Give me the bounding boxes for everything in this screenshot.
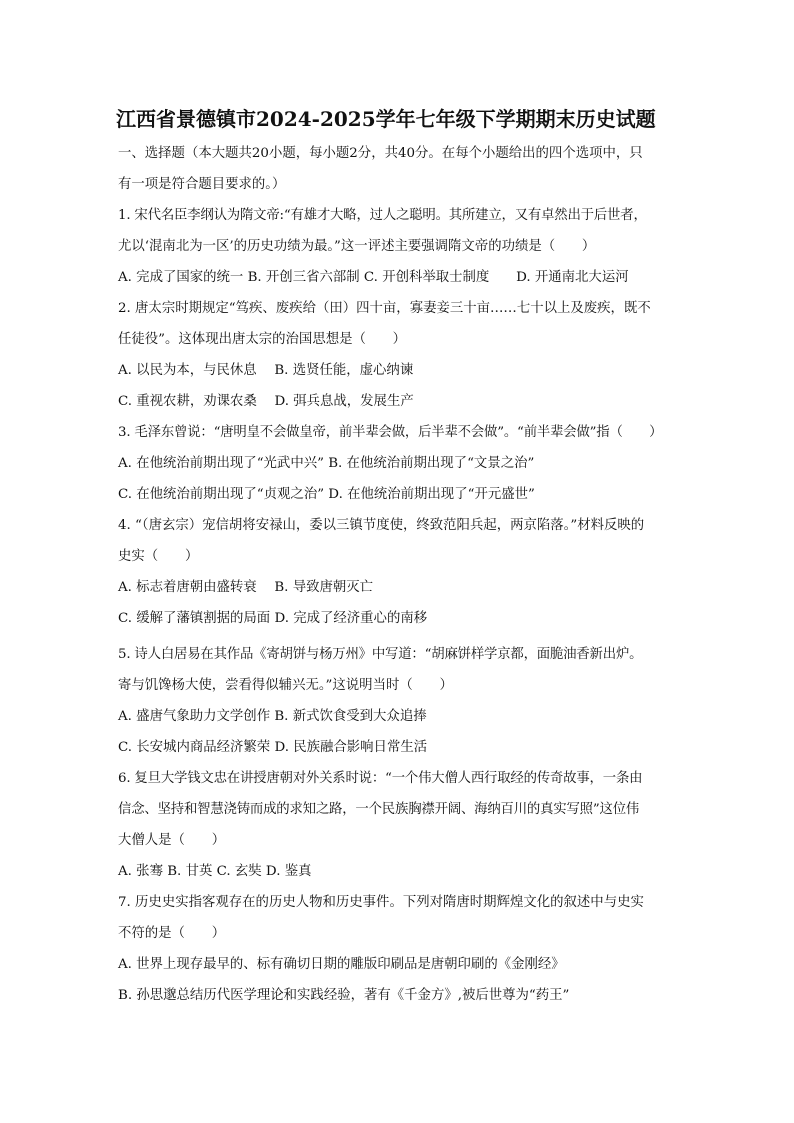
question-4-options-line-1: A. 标志着唐朝由盛转衰 B. 导致唐朝灭亡: [118, 580, 374, 595]
question-4-stem-line-1: 4. “（唐玄宗）宠信胡将安禄山，委以三镇节度使，终致范阳兵起，两京陷落。”材料反映的: [118, 518, 645, 533]
question-7-options-line-2: B. 孙思邈总结历代医学理论和实践经验，著有《千金方》,被后世尊为“药王”: [118, 988, 570, 1003]
question-5-stem-line-1: 5. 诗人白居易在其作品《寄胡饼与杨万州》中写道：“胡麻饼样学京都，面脆油香新出炉。: [118, 647, 643, 662]
question-7-options-line-1: A. 世界上现存最早的、标有确切日期的雕版印刷品是唐朝印刷的《金刚经》: [118, 957, 565, 972]
question-2-stem-line-2: 任徒役”。这体现出唐太宗的治国思想是（ ）: [118, 332, 407, 347]
question-4-stem-line-2: 史实（ ）: [118, 549, 199, 564]
question-5-options-line-1: A. 盛唐气象助力文学创作 B. 新式饮食受到大众追捧: [118, 709, 427, 724]
section-intro-line-1: 一、选择题（本大题共20小题，每小题2分，共40分。在每个小题给出的四个选项中，只: [118, 146, 643, 161]
question-3-options-line-2: C. 在他统治前期出现了“贞观之治” D. 在他统治前期出现了“开元盛世”: [118, 487, 535, 502]
question-1-options: A. 完成了国家的统一 B. 开创三省六部制 C. 开创科举取士制度 D. 开通南北大运河: [118, 270, 629, 285]
question-4-options-line-2: C. 缓解了藩镇割据的局面 D. 完成了经济重心的南移: [118, 611, 428, 626]
question-2-options-line-2: C. 重视农耕，劝课农桑 D. 弭兵息战，发展生产: [118, 394, 414, 409]
question-2-stem-line-1: 2. 唐太宗时期规定“笃疾、废疾给（田）四十亩，寡妻妾三十亩……七十以上及废疾，既不: [118, 301, 651, 316]
question-1-stem-line-2: 尤以‘混南北为一区’的历史功绩为最。”这一评述主要强调隋文帝的功绩是（ ）: [118, 239, 596, 254]
question-3-stem-line-1: 3. 毛泽东曾说：“唐明皇不会做皇帝，前半辈会做，后半辈不会做”。“前半辈会做”指（ ）: [118, 425, 663, 440]
question-6-stem-line-2: 信念、坚持和智慧浇铸而成的求知之路，一个民族胸襟开阔、海纳百川的真实写照”这位伟: [118, 802, 640, 817]
section-intro-line-2: 有一项是符合题目要求的。）: [118, 177, 286, 192]
question-6-stem-line-1: 6. 复旦大学钱文忠在讲授唐朝对外关系时说：“一个伟大僧人西行取经的传奇故事，一条由: [118, 771, 643, 786]
question-2-options-line-1: A. 以民为本，与民休息 B. 选贤任能，虚心纳谏: [118, 363, 414, 378]
question-6-options: A. 张骞 B. 甘英 C. 玄奘 D. 鉴真: [118, 864, 312, 879]
question-6-stem-line-3: 大僧人是（ ）: [118, 833, 226, 848]
question-5-stem-line-2: 寄与饥馋杨大使，尝看得似辅兴无。”这说明当时（ ）: [118, 678, 453, 693]
question-1-stem-line-1: 1. 宋代名臣李纲认为隋文帝:“有雄才大略，过人之聪明。其所建立，又有卓然出于后世者，: [118, 208, 647, 223]
question-7-stem-line-1: 7. 历史史实指客观存在的历史人物和历史事件。下列对隋唐时期辉煌文化的叙述中与史实: [118, 895, 644, 910]
question-7-stem-line-2: 不符的是（ ）: [118, 926, 226, 941]
question-3-options-line-1: A. 在他统治前期出现了“光武中兴” B. 在他统治前期出现了“文景之治”: [118, 456, 535, 471]
question-5-options-line-2: C. 长安城内商品经济繁荣 D. 民族融合影响日常生活: [118, 740, 428, 755]
page-title: 江西省景德镇市2024-2025学年七年级下学期期末历史试题: [116, 107, 656, 131]
